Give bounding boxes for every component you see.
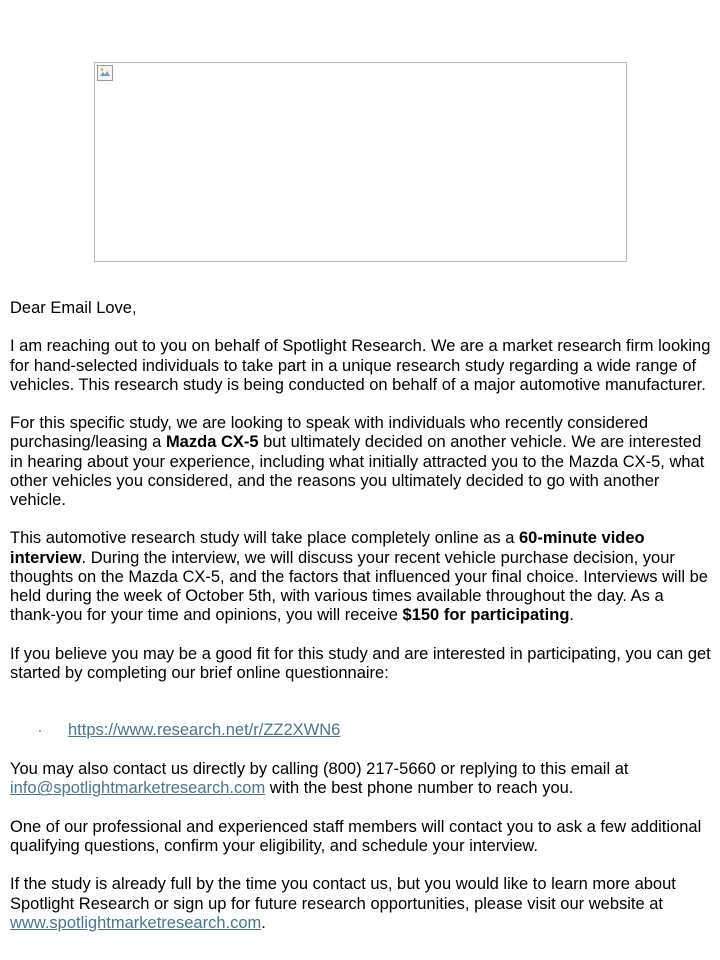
contact-paragraph — [10, 760, 714, 798]
bullet-icon: · — [38, 723, 42, 737]
interview-format: 60-minute video interview — [10, 529, 645, 567]
vehicle-name: Mazda CX-5 — [165, 433, 259, 452]
text-run: but ultimately decided on another vehicle. We are interested in hearing about your experience, including what initially attracted you to the Mazda CX-5, what other vehicles you considered, and the reasons you ultimately decided to go with another vehicle. — [10, 433, 705, 509]
questionnaire-intro-paragraph: If you believe you may be a good fit for this study and are interested in participating, you can get started by completing our brief online questionnaire: — [10, 644, 711, 682]
questionnaire-link[interactable]: https://www.research.net/r/ZZ2XWN6 — [68, 721, 341, 739]
text-run: . During the interview, we will discuss your recent vehicle purchase decision, your thoughts on the Mazda CX-5, and the factors that influenced your final choice. Interviews will be held during the week of October 5th, with various times available throughout the day. As a thank-you for your time and opinions, you will receive — [10, 548, 708, 625]
text-run: . — [261, 913, 266, 932]
staff-contact-paragraph: One of our professional and experienced staff members will contact you to ask a few additional qualifying questions, confirm your eligibility, and schedule your interview. — [10, 817, 702, 855]
study-description-paragraph — [10, 414, 714, 510]
email-link[interactable]: info@spotlightmarketresearch.com — [10, 779, 266, 798]
list-item — [10, 721, 714, 740]
text-run: If the study is already full by the time you contact us, but you would like to learn more about Spotlight Research or sign up for future research opportunities, please visit our website at — [10, 875, 676, 913]
broken-image-icon — [97, 65, 113, 81]
intro-paragraph: I am reaching out to you on behalf of Spotlight Research. We are a market research firm looking for hand-selected individuals to take part in a unique research study regarding a wide range of vehicles. This research study is being conducted on behalf of a major automotive manufacturer. — [10, 337, 711, 394]
header-banner-image — [94, 62, 627, 262]
website-paragraph — [10, 875, 714, 933]
website-link[interactable]: www.spotlightmarketresearch.com — [10, 913, 262, 932]
greeting: Dear Email Love, — [10, 299, 137, 317]
text-run: You may also contact us directly by calling (800) 217-5660 or replying to this email at — [10, 760, 629, 779]
text-run: For this specific study, we are looking to speak with individuals who recently considered purchasing/leasing a — [10, 414, 649, 452]
email-body — [10, 299, 714, 952]
text-run: This automotive research study will take place completely online as a — [10, 529, 519, 548]
interview-details-paragraph — [10, 529, 714, 625]
text-run: with the best phone number to reach you. — [265, 779, 574, 798]
text-run: . — [569, 606, 575, 625]
incentive-amount: $150 for participating — [402, 606, 570, 625]
